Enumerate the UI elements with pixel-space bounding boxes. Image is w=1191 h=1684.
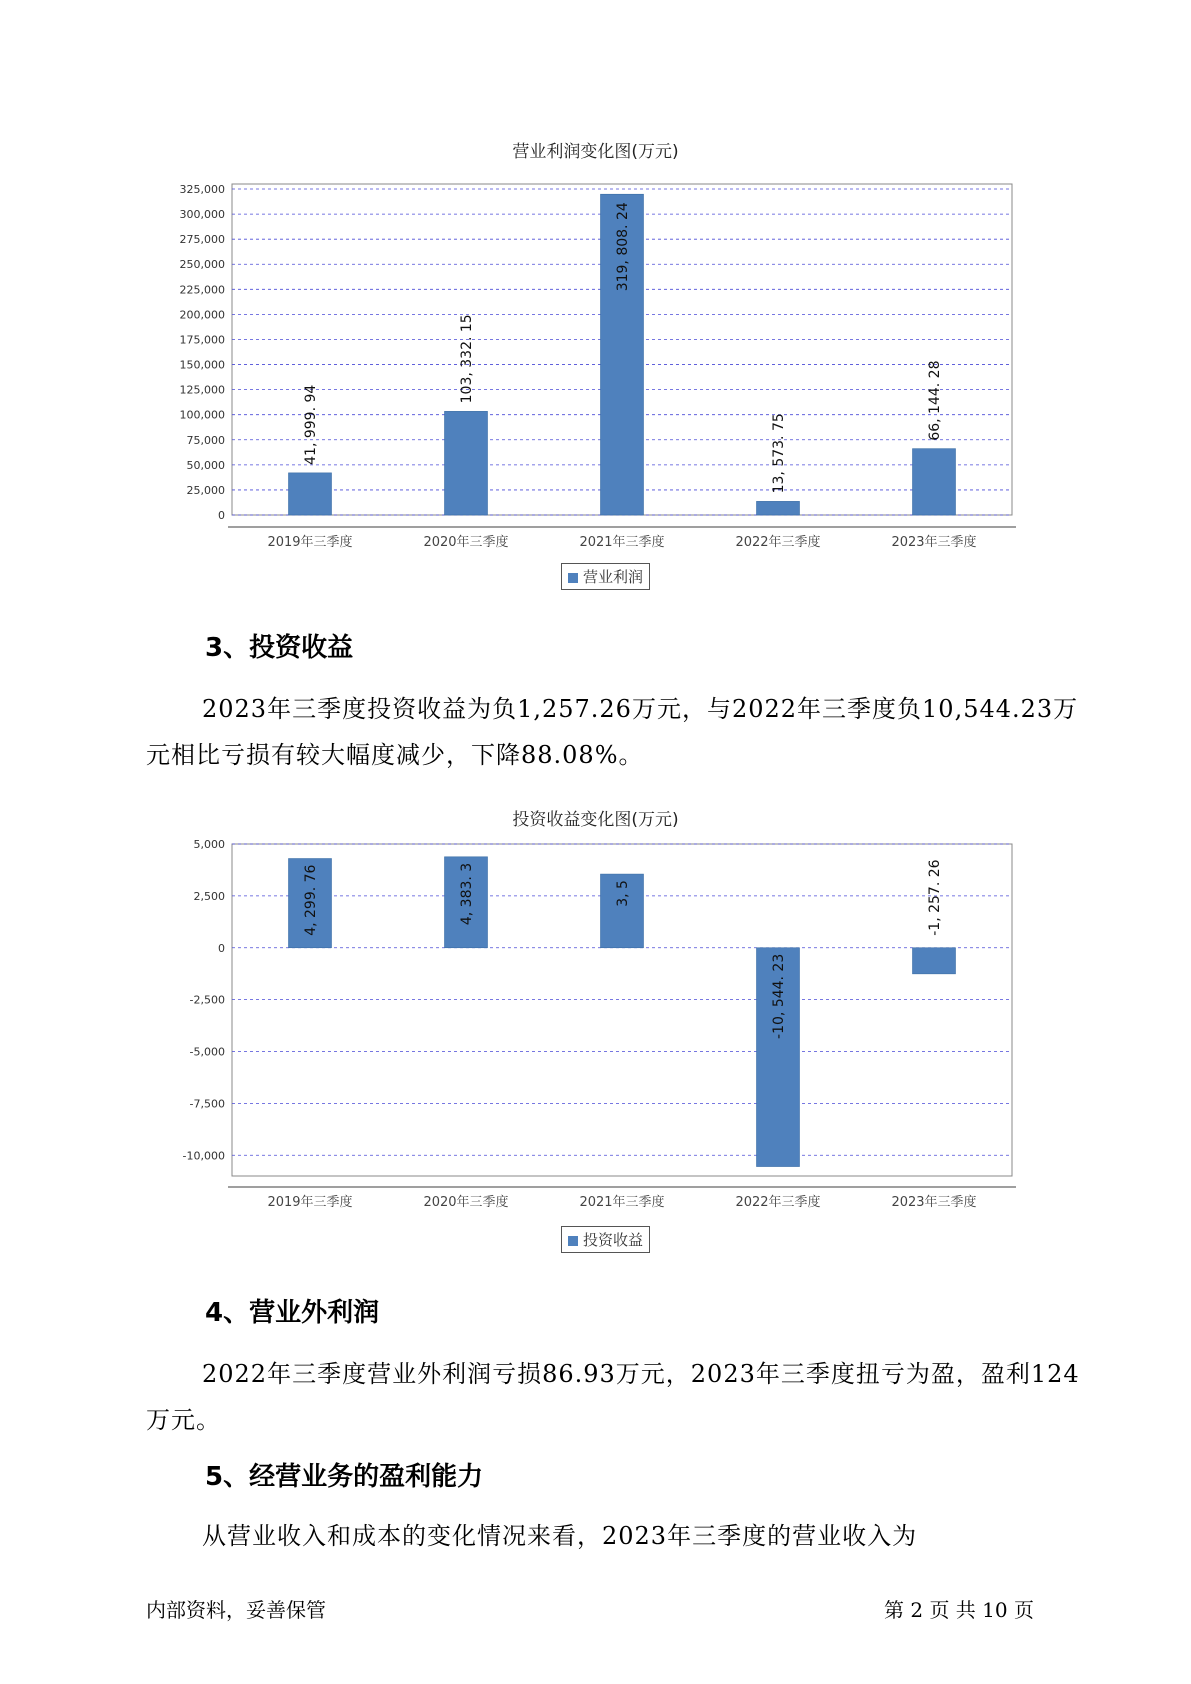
section3-heading: 3、投资收益 (205, 633, 354, 663)
y-tick-label: 275,000 (179, 233, 225, 247)
data-label: 103, 332. 15 (459, 314, 475, 404)
y-tick-label: 175,000 (179, 333, 225, 347)
chart2-legend-label: 投资收益 (583, 1231, 644, 1249)
y-tick-label: 300,000 (179, 208, 225, 222)
data-label: 66, 144. 28 (927, 360, 943, 441)
y-tick-label: 150,000 (179, 358, 225, 372)
y-tick-label: 325,000 (179, 183, 225, 197)
x-tick-label: 2022年三季度 (735, 535, 821, 550)
footer-left: 内部资料，妥善保管 (146, 1598, 326, 1622)
section4-heading: 4、营业外利润 (205, 1298, 380, 1328)
section4-paragraph (146, 1351, 1086, 1443)
y-tick-label: 225,000 (179, 283, 225, 297)
y-tick-label: 5,000 (193, 838, 225, 851)
y-tick-label: 100,000 (179, 408, 225, 422)
x-tick-label: 2021年三季度 (579, 1195, 665, 1210)
y-tick-label: 0 (218, 941, 225, 955)
y-tick-label: -7,500 (189, 1097, 225, 1111)
data-label: -10, 544. 23 (771, 953, 787, 1039)
y-tick-label: 250,000 (179, 258, 225, 272)
x-tick-label: 2019年三季度 (267, 535, 353, 550)
data-label: 4, 383. 3 (459, 862, 475, 926)
chart2-title: 投资收益变化图(万元) (512, 810, 679, 830)
section4-text: 2022年三季度营业外利润亏损86.93万元，2023年三季度扭亏为盈，盈利124万元。 (146, 1360, 1080, 1434)
x-tick-label: 2023年三季度 (891, 1195, 977, 1210)
x-tick-label: 2023年三季度 (891, 535, 977, 550)
data-label: 4, 299. 76 (303, 864, 319, 936)
x-tick-label: 2021年三季度 (579, 535, 665, 550)
y-tick-label: 50,000 (186, 458, 225, 472)
x-tick-label: 2019年三季度 (267, 1195, 353, 1210)
y-tick-label: 200,000 (179, 308, 225, 322)
y-tick-label: -10,000 (182, 1149, 225, 1163)
data-label: 3, 5 (615, 880, 631, 907)
section3-text: 2023年三季度投资收益为负1,257.26万元，与2022年三季度负10,544.23万元相比亏损有较大幅度减少，下降88.08%。 (146, 695, 1079, 769)
y-tick-label: 0 (218, 509, 225, 522)
x-tick-label: 2020年三季度 (423, 1195, 509, 1210)
y-tick-label: -5,000 (189, 1045, 225, 1059)
y-tick-label: 2,500 (193, 889, 225, 903)
chart2-legend (561, 1226, 650, 1253)
y-tick-label: -2,500 (189, 993, 225, 1007)
y-tick-label: 75,000 (186, 433, 225, 447)
section5-heading: 5、经营业务的盈利能力 (205, 1462, 484, 1492)
chart1-legend-label: 营业利润 (583, 568, 644, 586)
y-tick-label: 25,000 (186, 483, 225, 497)
bar (913, 948, 956, 974)
section5-text: 从营业收入和成本的变化情况来看，2023年三季度的营业收入为 (202, 1522, 918, 1550)
x-tick-label: 2020年三季度 (423, 535, 509, 550)
data-label: 13, 573. 75 (771, 413, 787, 494)
section5-paragraph (146, 1513, 1086, 1559)
data-label: 41, 999. 94 (303, 384, 319, 465)
chart1-title: 营业利润变化图(万元) (512, 142, 679, 162)
x-tick-label: 2022年三季度 (735, 1195, 821, 1210)
footer-page-number: 第 2 页 共 10 页 (884, 1598, 1034, 1622)
data-label: -1, 257. 26 (927, 859, 943, 936)
y-tick-label: 125,000 (179, 383, 225, 397)
legend-swatch-icon (568, 1236, 578, 1246)
data-label: 319, 808. 24 (615, 202, 631, 292)
